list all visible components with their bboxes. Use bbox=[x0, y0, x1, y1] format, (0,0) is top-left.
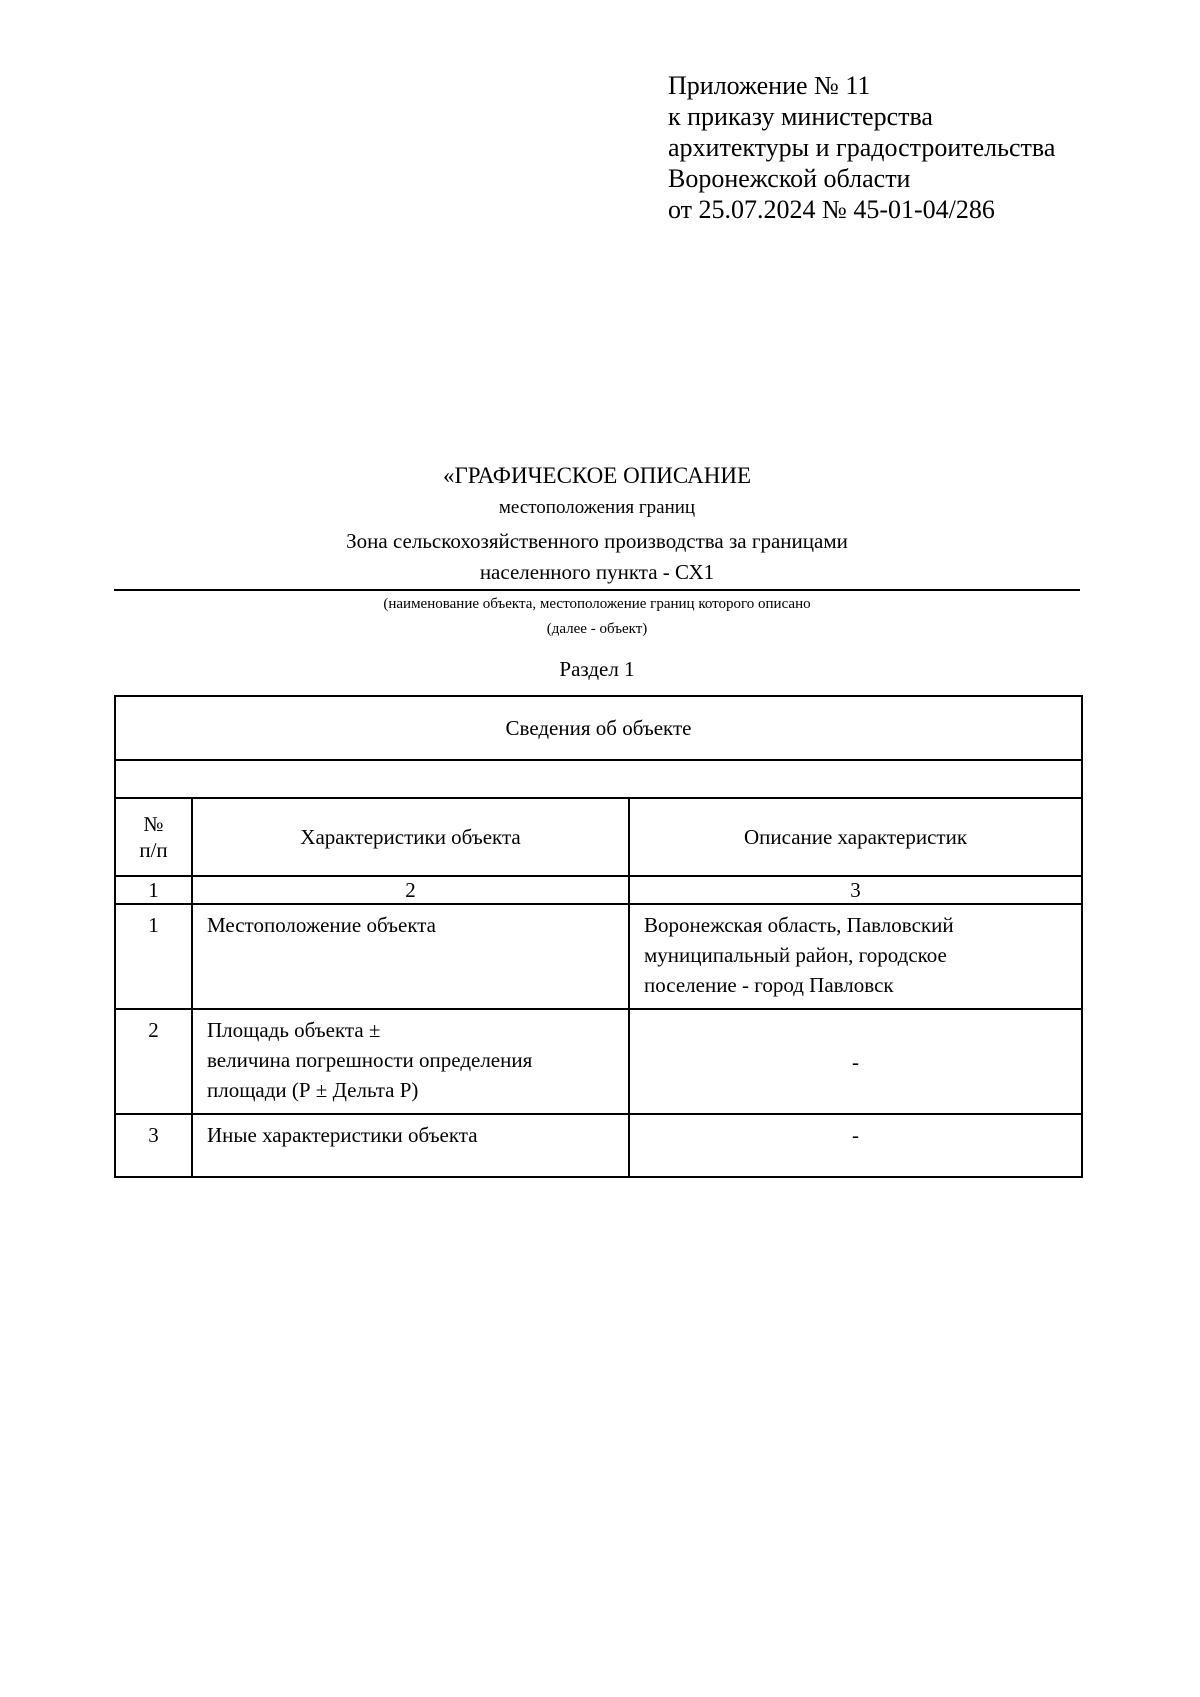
table-row bbox=[115, 1114, 1082, 1177]
header-num bbox=[115, 798, 192, 876]
appendix-line: архитектуры и градостроительства bbox=[668, 133, 1056, 162]
row-number: 1 bbox=[115, 904, 192, 1009]
description-line: Воронежская область, Павловский bbox=[644, 913, 954, 937]
row-characteristic bbox=[192, 1009, 629, 1114]
document-title: «ГРАФИЧЕСКОЕ ОПИСАНИЕ bbox=[442, 463, 751, 488]
description-line: - bbox=[852, 1123, 859, 1147]
index-cell: 3 bbox=[629, 876, 1082, 904]
table-blank-row bbox=[115, 760, 1082, 798]
characteristic-line: площади (Р ± Дельта Р) bbox=[207, 1078, 419, 1102]
index-cell: 2 bbox=[192, 876, 629, 904]
appendix-line: Воронежской области bbox=[668, 164, 911, 193]
row-characteristic bbox=[192, 904, 629, 1009]
document-subtitle: местоположения границ bbox=[498, 497, 696, 518]
characteristic-line: величина погрешности определения bbox=[207, 1048, 533, 1072]
header-num-symbol: № bbox=[143, 812, 164, 836]
appendix-line: от 25.07.2024 № 45-01-04/286 bbox=[668, 195, 995, 224]
section-label: Раздел 1 bbox=[559, 657, 635, 681]
header-description: Описание характеристик bbox=[629, 798, 1082, 876]
row-number: 2 bbox=[115, 1009, 192, 1114]
row-characteristic bbox=[192, 1114, 629, 1177]
characteristic-line: Местоположение объекта bbox=[207, 913, 437, 937]
object-name-caption: (далее - объект) bbox=[546, 621, 648, 637]
underline-rule bbox=[114, 589, 1080, 591]
row-description bbox=[629, 904, 1082, 1009]
appendix-line: к приказу министерства bbox=[668, 102, 933, 131]
table-row bbox=[115, 904, 1082, 1009]
object-name-line: Зона сельскохозяйственного производства за границами bbox=[346, 529, 848, 553]
characteristic-line: Площадь объекта ± bbox=[207, 1018, 381, 1042]
appendix-line: Приложение № 11 bbox=[668, 71, 871, 100]
index-cell: 1 bbox=[115, 876, 192, 904]
table-title: Сведения об объекте bbox=[115, 696, 1082, 760]
header-characteristics: Характеристики объекта bbox=[192, 798, 629, 876]
row-description bbox=[629, 1114, 1082, 1177]
table-header-row bbox=[115, 798, 1082, 876]
row-description bbox=[629, 1009, 1082, 1114]
table-row bbox=[115, 1009, 1082, 1114]
object-name-line: населенного пункта - СХ1 bbox=[479, 560, 715, 584]
characteristic-line: Иные характеристики объекта bbox=[207, 1123, 478, 1147]
appendix-block bbox=[668, 70, 1188, 225]
table-index-row bbox=[115, 876, 1082, 904]
header-num-label: п/п bbox=[139, 838, 168, 862]
description-line: муниципальный район, городское bbox=[644, 943, 947, 967]
description-line: - bbox=[852, 1049, 859, 1074]
description-line: поселение - город Павловск bbox=[644, 973, 894, 997]
object-info-table bbox=[114, 695, 1083, 1178]
object-name-caption: (наименование объекта, местоположение границ которого описано bbox=[383, 596, 811, 612]
row-number: 3 bbox=[115, 1114, 192, 1177]
